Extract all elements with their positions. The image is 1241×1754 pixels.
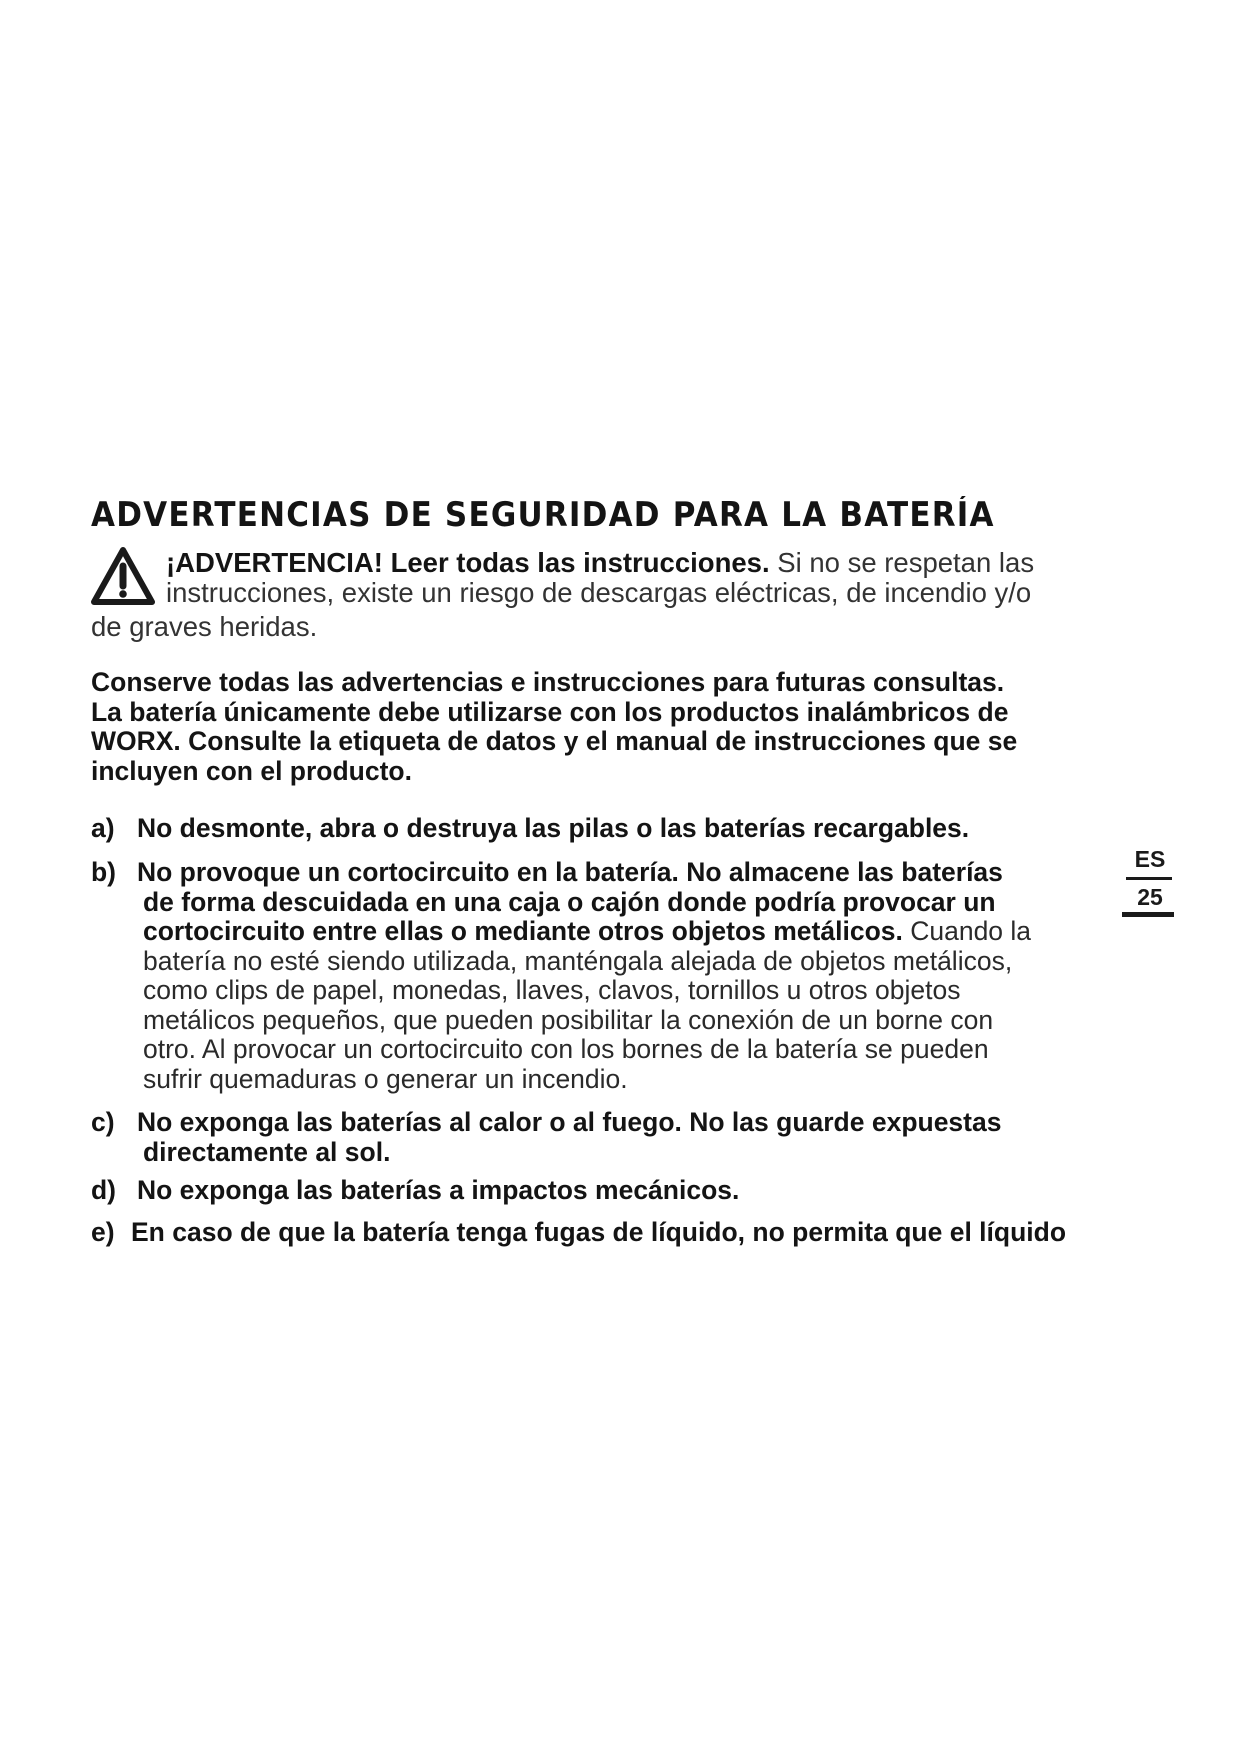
item-b-line-7: otro. Al provocar un cortocircuito con los bornes de la batería se pueden bbox=[143, 1034, 989, 1064]
warning-lead-rest: Si no se respetan las bbox=[769, 547, 1035, 578]
warning-line-3: de graves heridas. bbox=[91, 611, 318, 642]
item-b-line-4: batería no esté siendo utilizada, manténgala alejada de objetos metálicos, bbox=[143, 945, 1013, 976]
list-marker-a: a) bbox=[91, 813, 115, 843]
item-b-line-3-bold: cortocircuito entre ellas o mediante otros objetos metálicos. bbox=[143, 916, 903, 946]
list-marker-e: e) bbox=[91, 1217, 115, 1247]
item-b-line-3 bbox=[137, 917, 1147, 947]
warning-lead-bold: ¡ADVERTENCIA! Leer todas las instrucciones. bbox=[166, 547, 770, 578]
item-a-text: No desmonte, abra o destruya las pilas o las baterías recargables. bbox=[137, 813, 970, 843]
item-c-line-2: directamente al sol. bbox=[143, 1136, 391, 1167]
keep-instructions-paragraph bbox=[91, 668, 1121, 786]
item-b-line-2: de forma descuidada en una caja o cajón donde podría provocar un bbox=[143, 886, 996, 917]
item-b-line-3-rest: Cuando la bbox=[902, 916, 1032, 946]
warning-lead bbox=[166, 548, 1034, 578]
page-number: 25 bbox=[1137, 884, 1163, 910]
item-e-text: En caso de que la batería tenga fugas de líquido, no permita que el líquido bbox=[131, 1217, 1067, 1247]
item-b-line-1: No provoque un cortocircuito en la batería. No almacene las baterías bbox=[137, 857, 1003, 887]
warning-line-2: instrucciones, existe un riesgo de descargas eléctricas, de incendio y/o bbox=[166, 577, 1032, 608]
item-b-line-6: metálicos pequeños, que pueden posibilitar la conexión de un borne con bbox=[143, 1004, 994, 1035]
item-d-text: No exponga las baterías a impactos mecánicos. bbox=[137, 1175, 740, 1205]
list-marker-c: c) bbox=[91, 1107, 115, 1137]
keep-line-2: La batería únicamente debe utilizarse con los productos inalámbricos de bbox=[91, 696, 1009, 727]
keep-line-1: Conserve todas las advertencias e instrucciones para futuras consultas. bbox=[91, 667, 1005, 697]
language-tab-label: ES bbox=[1134, 846, 1166, 872]
warning-triangle-icon bbox=[90, 546, 156, 606]
side-tab-underline bbox=[1122, 912, 1174, 917]
side-tab-divider bbox=[1126, 877, 1172, 880]
keep-line-3: WORX. Consulte la etiqueta de datos y el manual de instrucciones que se bbox=[91, 726, 1018, 756]
keep-line-4: incluyen con el producto. bbox=[91, 755, 412, 786]
list-marker-d: d) bbox=[91, 1175, 117, 1205]
page-title: ADVERTENCIAS DE SEGURIDAD PARA LA BATERÍA bbox=[91, 496, 995, 535]
list-marker-b: b) bbox=[91, 857, 117, 887]
item-b-line-5: como clips de papel, monedas, llaves, clavos, tornillos u otros objetos bbox=[143, 975, 961, 1005]
item-c-line-1: No exponga las baterías al calor o al fuego. No las guarde expuestas bbox=[137, 1107, 1002, 1137]
item-b-line-8: sufrir quemaduras o generar un incendio. bbox=[143, 1063, 628, 1094]
